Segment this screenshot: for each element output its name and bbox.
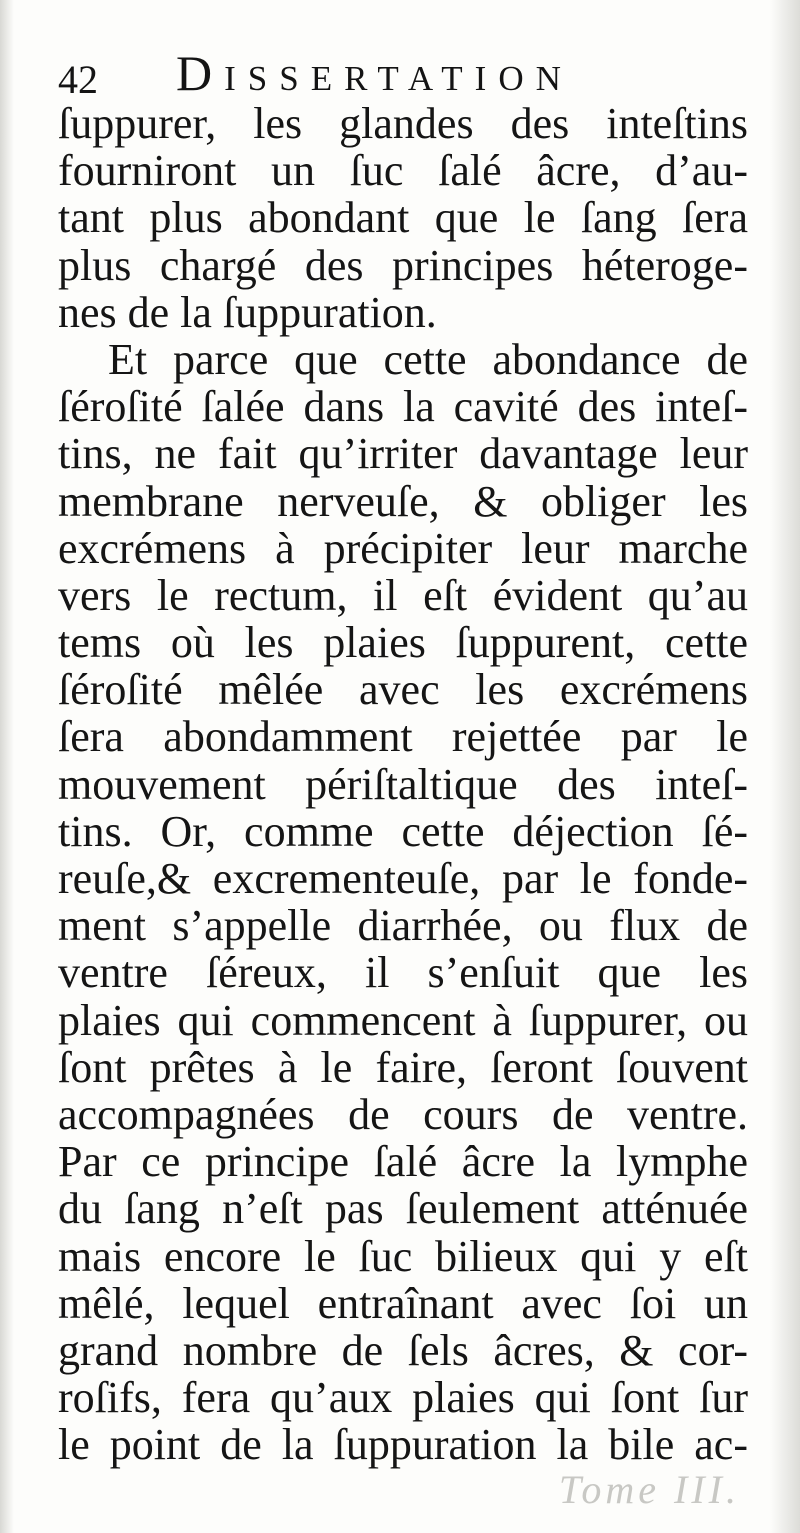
text-line: ſont prêtes à le faire, ſeront ſouvent [58, 1042, 748, 1092]
text-line: accompagnées de cours de ventre. [58, 1089, 748, 1139]
page-left-edge-shadow [0, 0, 14, 1533]
text-line: membrane nerveuſe, & obliger les [58, 476, 748, 526]
running-title: Dissertation [176, 45, 573, 101]
text-line: grand nombre de ſels âcres, & cor- [58, 1325, 748, 1375]
text-line: mais encore le ſuc bilieux qui y eſt [58, 1231, 748, 1281]
text-line: tins. Or, comme cette déjection ſé- [58, 806, 748, 856]
text-line: du ſang n’eſt pas ſeulement atténuée [58, 1184, 748, 1234]
body-text [58, 100, 748, 1468]
text-line: nes de la ſuppuration. [58, 287, 437, 337]
text-line: plaies qui commencent à ſuppurer, ou [58, 995, 748, 1045]
text-line: tems où les plaies ſuppurent, cette [58, 618, 748, 668]
text-line: vers le rectum, il eſt évident qu’au [58, 570, 748, 620]
text-line: mouvement périſtaltique des inteſ- [58, 759, 748, 809]
text-line: plus chargé des principes héteroge- [58, 240, 748, 290]
text-line: Et parce que cette abondance de [108, 334, 748, 384]
text-line: excrémens à précipiter leur marche [58, 523, 748, 573]
bleed-through-signature: Tome III. [558, 1467, 740, 1512]
text-line: tins, ne fait qu’irriter davantage leur [58, 429, 748, 479]
page-right-edge-shadow [770, 0, 800, 1533]
text-line: mêlé, lequel entraînant avec ſoi un [58, 1278, 748, 1328]
text-line: Par ce principe ſalé âcre la lymphe [58, 1137, 748, 1187]
text-line: le point de la ſuppuration la bile ac- [58, 1420, 748, 1470]
text-line: ſuppurer, les glandes des inteſtins [58, 99, 748, 148]
page-number: 42 [58, 57, 98, 102]
text-line: tant plus abondant que le ſang ſera [58, 193, 748, 243]
text-line: ſera abondamment rejettée par le [58, 712, 748, 762]
text-line: ventre ſéreux, il s’enſuit que les [58, 948, 748, 998]
text-line: roſifs, fera qu’aux plaies qui ſont ſur [58, 1373, 748, 1423]
text-line: reuſe,& excrementeuſe, par le fonde- [58, 854, 748, 903]
text-line: ment s’appelle diarrhée, ou flux de [58, 901, 748, 951]
text-line: ſéroſité ſalée dans la cavité des inteſ- [58, 382, 748, 432]
text-line: fourniront un ſuc ſalé âcre, d’au- [58, 146, 748, 196]
page-header [58, 44, 778, 102]
text-line: ſéroſité mêlée avec les excrémens [58, 665, 748, 715]
